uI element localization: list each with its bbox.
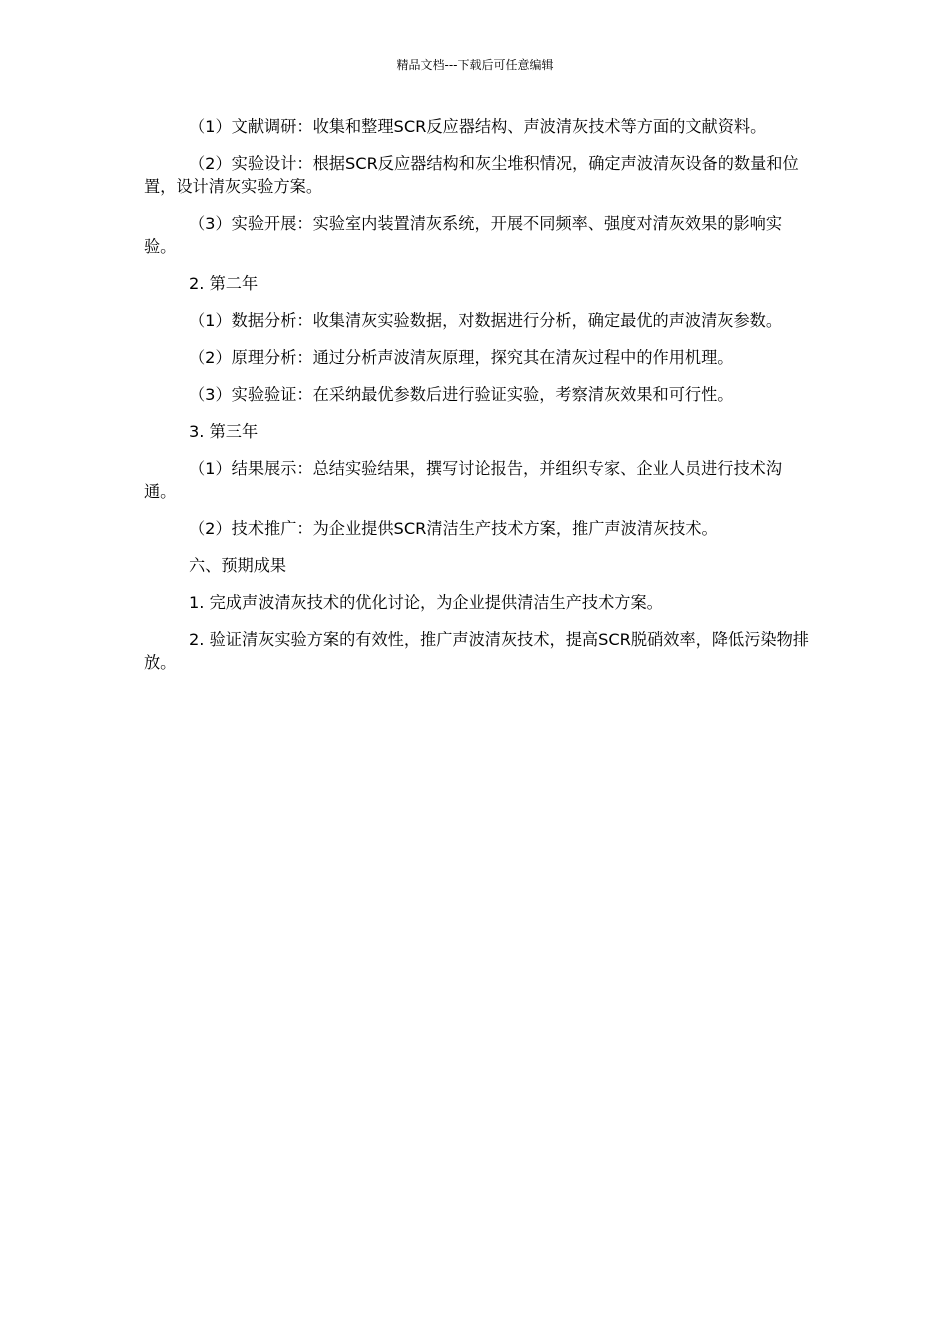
paragraph: （2）技术推广：为企业提供SCR清洁生产技术方案，推广声波清灰技术。 [189, 519, 718, 538]
paragraph: （3）实验开展：实验室内装置清灰系统，开展不同频率、强度对清灰效果的影响实验。 [144, 214, 783, 256]
paragraph: 1. 完成声波清灰技术的优化讨论，为企业提供清洁生产技术方案。 [189, 593, 663, 612]
paragraph: （3）实验验证：在采纳最优参数后进行验证实验，考察清灰效果和可行性。 [189, 385, 734, 404]
document-body [144, 115, 812, 688]
paragraph: （1）结果展示：总结实验结果，撰写讨论报告，并组织专家、企业人员进行技术沟通。 [144, 459, 783, 501]
paragraph: 2. 验证清灰实验方案的有效性，推广声波清灰技术，提高SCR脱硝效率，降低污染物排放。 [144, 630, 809, 672]
paragraph: （1）文献调研：收集和整理SCR反应器结构、声波清灰技术等方面的文献资料。 [189, 117, 767, 136]
section-heading: 3. 第三年 [189, 422, 259, 441]
paragraph: （1）数据分析：收集清灰实验数据，对数据进行分析，确定最优的声波清灰参数。 [189, 311, 783, 330]
paragraph: （2）原理分析：通过分析声波清灰原理，探究其在清灰过程中的作用机理。 [189, 348, 734, 367]
section-heading: 六、预期成果 [189, 556, 287, 575]
section-heading: 2. 第二年 [189, 274, 259, 293]
paragraph: （2）实验设计：根据SCR反应器结构和灰尘堆积情况，确定声波清灰设备的数量和位置，设计清灰实验方案。 [144, 154, 799, 196]
page-header: 精品文档---下载后可任意编辑 [396, 58, 554, 72]
